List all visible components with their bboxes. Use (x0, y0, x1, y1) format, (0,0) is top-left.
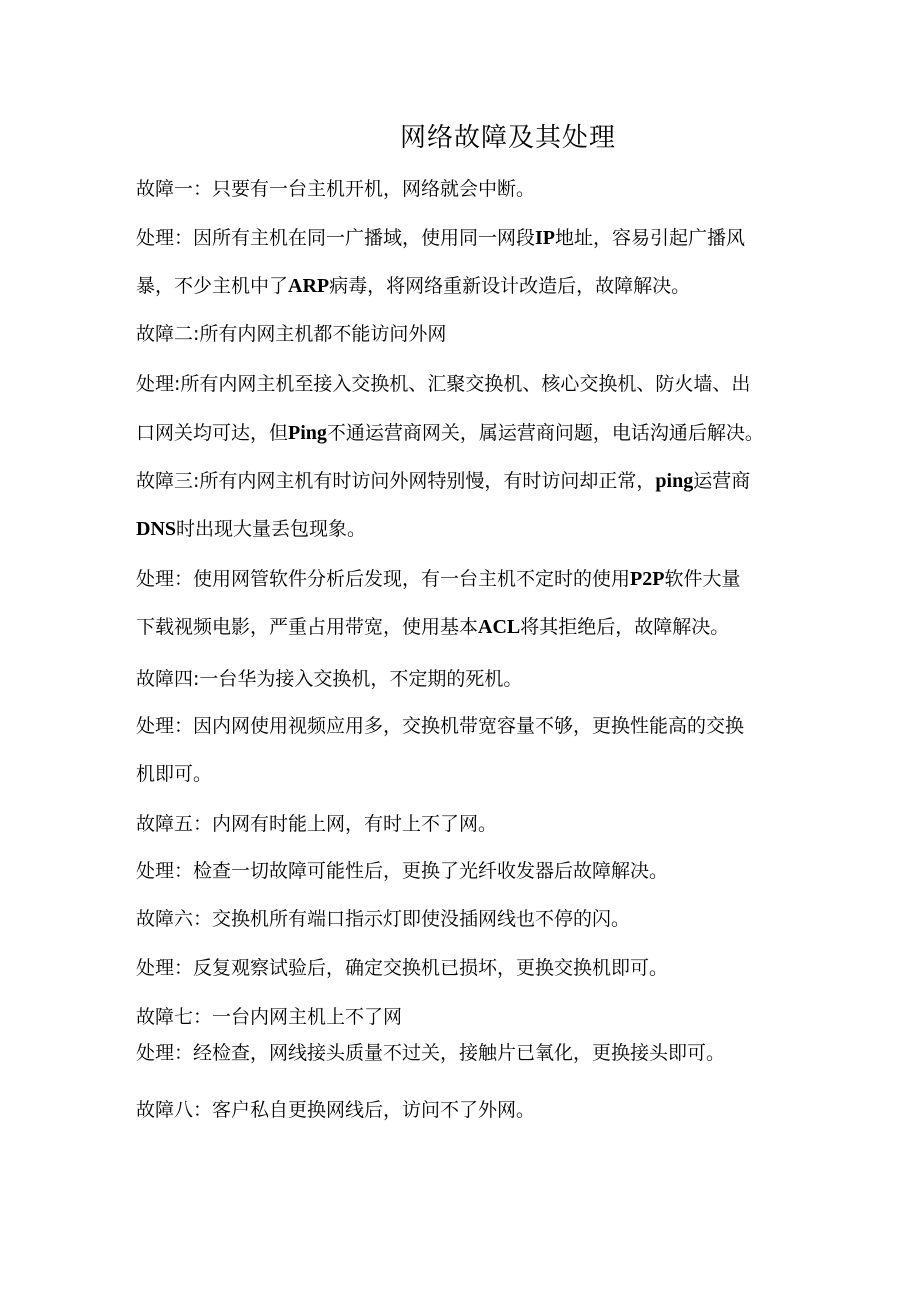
fix-6 (136, 954, 796, 982)
fault-3-text-b: 运营商 (693, 470, 751, 492)
fix-2-line-1 (136, 370, 796, 398)
fix-2-text-a: 处理:所有内网主机至接入交换机、汇聚交换机、核心交换机、防火墙、出 (136, 373, 751, 395)
fix-1-arp: ARP (288, 275, 330, 297)
fix-4-text-b: 机即可。 (136, 763, 213, 785)
fix-4-line-2 (136, 760, 796, 788)
fault-4 (136, 665, 796, 693)
fault-3-text-c: 时出现大量丢包现象。 (176, 518, 367, 540)
fault-1 (136, 175, 796, 203)
fault-3-dns: DNS (136, 518, 177, 540)
fault-3-line-2 (136, 515, 796, 543)
fix-2-line-2 (136, 419, 796, 447)
fix-1-line-1 (136, 224, 796, 252)
fault-5 (136, 810, 796, 838)
fault-1-text: 故障一：只要有一台主机开机，网络就会中断。 (136, 178, 536, 200)
fault-4-text: 故障四:一台华为接入交换机，不定期的死机。 (136, 668, 523, 690)
fault-3-ping: ping (655, 470, 694, 492)
fault-6-text: 故障六：交换机所有端口指示灯即使没插网线也不停的闪。 (136, 908, 631, 930)
fix-7 (136, 1039, 796, 1067)
fault-7 (136, 1003, 796, 1031)
fix-3-acl: ACL (478, 616, 521, 638)
fix-3-p2p: P2P (630, 568, 665, 590)
fix-3-text-c: 下载视频电影，严重占用带宽，使用基本 (136, 616, 479, 638)
fault-3-text-a: 故障三:所有内网主机有时访问外网特别慢，有时访问却正常， (136, 470, 656, 492)
page-title: 网络故障及其处理 (399, 123, 616, 153)
fix-1-ip: IP (535, 227, 556, 249)
fix-1-text-c: 暴，不少主机中了 (136, 275, 289, 297)
fix-6-text: 处理：反复观察试验后，确定交换机已损坏，更换交换机即可。 (136, 957, 669, 979)
fix-3-line-2 (136, 613, 796, 641)
fix-3-line-1 (136, 565, 796, 593)
fault-2 (136, 320, 796, 348)
fault-2-text: 故障二:所有内网主机都不能访问外网 (136, 323, 447, 345)
fix-3-text-a: 处理：使用网管软件分析后发现，有一台主机不定时的使用 (136, 568, 631, 590)
fix-1-text-a: 处理：因所有主机在同一广播域，使用同一网段 (136, 227, 536, 249)
fault-3-line-1 (136, 467, 796, 495)
fault-8 (136, 1096, 796, 1124)
fix-2-ping: Ping (288, 422, 327, 444)
fix-5-text: 处理：检查一切故障可能性后，更换了光纤收发器后故障解决。 (136, 860, 669, 882)
fix-2-text-c: 不通运营商网关，属运营商问题，电话沟通后解决。 (326, 422, 764, 444)
fault-6 (136, 905, 796, 933)
fix-1-line-2 (136, 272, 796, 300)
fix-1-text-d: 病毒，将网络重新设计改造后，故障解决。 (329, 275, 691, 297)
fix-7-text: 处理：经检查，网线接头质量不过关，接触片已氧化，更换接头即可。 (136, 1042, 726, 1064)
fault-7-text: 故障七：一台内网主机上不了网 (136, 1006, 403, 1028)
fault-5-text: 故障五：内网有时能上网，有时上不了网。 (136, 813, 498, 835)
fix-3-text-b: 软件大量 (664, 568, 741, 590)
fix-4-line-1 (136, 712, 796, 740)
fix-2-text-b: 口网关均可达，但 (136, 422, 289, 444)
fix-1-text-b: 地址，容易引起广播风 (555, 227, 746, 249)
fault-8-text: 故障八：客户私自更换网线后，访问不了外网。 (136, 1099, 536, 1121)
fix-5 (136, 857, 796, 885)
fix-4-text-a: 处理：因内网使用视频应用多，交换机带宽容量不够，更换性能高的交换 (136, 715, 745, 737)
fix-3-text-d: 将其拒绝后，故障解决。 (520, 616, 730, 638)
